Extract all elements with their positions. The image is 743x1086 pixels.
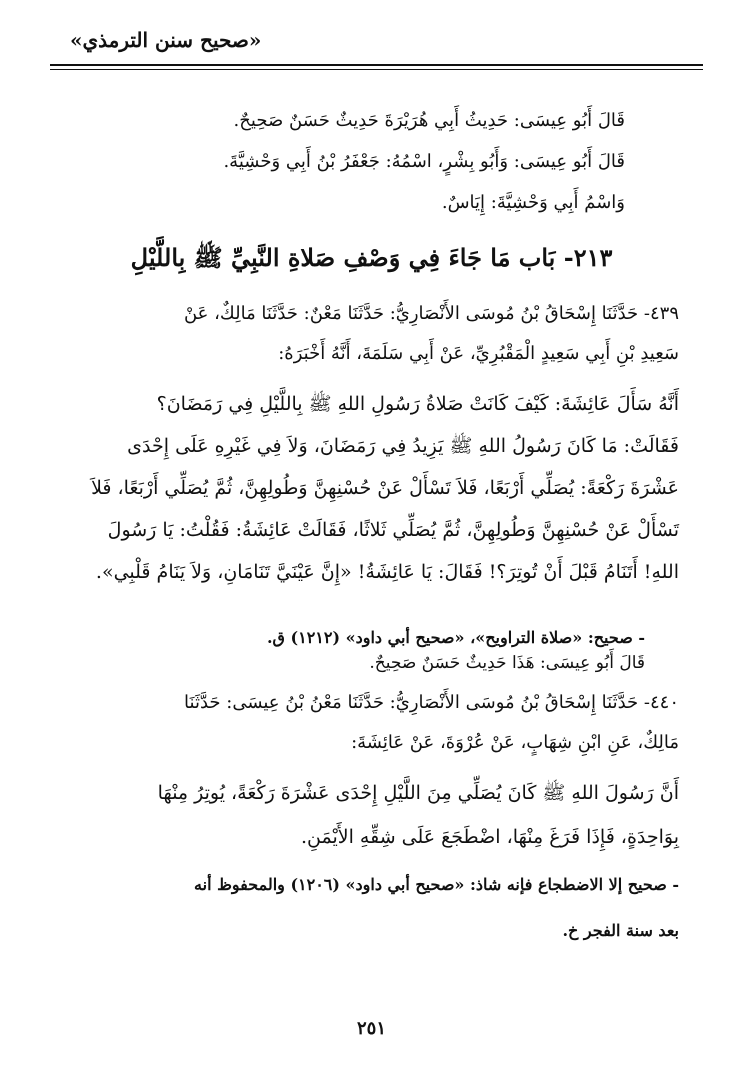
hadith-440-text: [64, 771, 679, 859]
matn-line: فَقَالَتْ: مَا كَانَ رَسُولُ اللهِ ﷺ يَزِيدُ فِي رَمَضَانَ، وَلاَ فِي غَيْرِهِ عَلَى إِحْدَى: [127, 435, 679, 457]
matn-line: عَشْرَةَ رَكْعَةً: يُصَلِّي أَرْبَعًا، فَلاَ تَسْأَلْ عَنْ حُسْنِهِنَّ وَطُولِهِنَّ، ثُمَّ يُصَلِّي أَرْبَعًا، فَلاَ: [91, 477, 679, 499]
header-rule-thin: [50, 69, 703, 70]
isnad-line: ٤٤٠- حَدَّثَنَا إِسْحَاقُ بْنُ مُوسَى الأَنْصَارِيُّ: حَدَّثَنَا مَعْنُ بْنُ عِيسَى: حَدَّثَنَا: [184, 692, 679, 713]
matn-line: أَنَّ رَسُولَ اللهِ ﷺ كَانَ يُصَلِّي مِنَ اللَّيْلِ إِحْدَى عَشْرَةَ رَكْعَةً، يُوتِرُ مِنْهَا: [157, 782, 679, 804]
grade-line: - صحيح: «صلاة التراويح»، «صحيح أبي داود» (١٢١٢) ق.: [266, 628, 645, 647]
isnad-line: ٤٣٩- حَدَّثَنَا إِسْحَاقُ بْنُ مُوسَى الأَنْصَارِيُّ: حَدَّثَنَا مَعْنٌ: حَدَّثَنَا مَالِكٌ، عَنْ: [183, 303, 679, 324]
matn-line: تَسْأَلْ عَنْ حُسْنِهِنَّ وَطُولِهِنَّ، ثُمَّ يُصَلِّي ثَلاثًا، فَقَالَتْ عَائِشَةُ: فَقُلْتُ: يَا رَسُولَ: [107, 519, 679, 541]
chapter-heading: ٢١٣- بَاب مَا جَاءَ فِي وَصْفِ صَلاةِ النَّبِيِّ ﷺ بِاللَّيْلِ: [130, 243, 613, 272]
matn-line: اللهِ! أَتَنَامُ قَبْلَ أَنْ تُوتِرَ؟! فَقَالَ: يَا عَائِشَةُ! «إِنَّ عَيْنَيَّ تَنَامَانِ، وَلاَ يَنَامُ قَلْبِي».: [95, 561, 679, 583]
running-title: «صحيح سنن الترمذي»: [70, 28, 262, 52]
hadith-439-tirmidhi-note: [369, 643, 645, 683]
matn-line: بِوَاحِدَةٍ، فَإِذَا فَرَغَ مِنْهَا، اضْطَجَعَ عَلَى شِقِّهِ الأَيْمَنِ.: [300, 826, 679, 848]
hadith-439-text: [64, 383, 679, 593]
isnad-line: سَعِيدِ بْنِ أَبِي سَعِيدٍ الْمَقْبُرِيِّ، عَنْ أَبِي سَلَمَةَ، أَنَّهُ أَخْبَرَهُ:: [278, 343, 679, 364]
intro-line: قَالَ أَبُو عِيسَى: حَدِيثُ أَبِي هُرَيْرَةَ حَدِيثٌ حَسَنٌ صَحِيحٌ.: [233, 110, 625, 131]
hadith-440-isnad: [64, 683, 679, 763]
tirmidhi-line: قَالَ أَبُو عِيسَى: هَذَا حَدِيثٌ حَسَنٌ صَحِيحٌ.: [369, 653, 645, 673]
header-rule: [50, 64, 703, 66]
intro-block: [223, 100, 625, 223]
intro-line: وَاسْمُ أَبِي وَحْشِيَّةَ: إِيَاسٌ.: [441, 192, 625, 213]
hadith-439-isnad: [64, 294, 679, 374]
page-number: ٢٥١: [356, 1018, 386, 1039]
intro-line: قَالَ أَبُو عِيسَى: وَأَبُو بِشْرٍ، اسْمُهُ: جَعْفَرُ بْنُ أَبِي وَحْشِيَّةَ.: [223, 151, 625, 172]
grade-line: - صحيح إلا الاضطجاع فإنه شاذ: «صحيح أبي داود» (١٢٠٦) والمحفوظ أنه: [194, 875, 679, 894]
hadith-440-grading: [64, 862, 679, 954]
grade-line: بعد سنة الفجر خ.: [562, 921, 679, 940]
isnad-line: مَالِكٌ، عَنِ ابْنِ شِهَابٍ، عَنْ عُرْوَةَ، عَنْ عَائِشَةَ:: [351, 732, 679, 753]
matn-line: أَنَّهُ سَأَلَ عَائِشَةَ: كَيْفَ كَانَتْ صَلاةُ رَسُولِ اللهِ ﷺ بِاللَّيْلِ فِي رَمَضَانَ؟: [156, 393, 679, 415]
